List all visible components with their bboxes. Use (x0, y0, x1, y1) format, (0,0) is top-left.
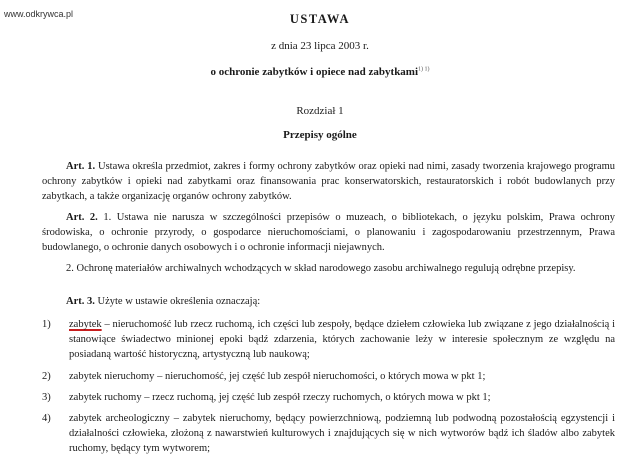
definition-term: zabytek archeologiczny (69, 413, 170, 424)
article-3 (42, 294, 615, 309)
definition-body (69, 411, 615, 456)
act-subject-text: o ochronie zabytków i opiece nad zabytkami (210, 66, 419, 78)
definition-body (69, 317, 615, 362)
definition-number: 1) (42, 319, 51, 330)
definition-item (42, 390, 615, 405)
article-2-text: 1. Ustawa nie narusza w szczególności przepisów o muzeach, o bibliotekach, o języku polskim, Prawa ochrony środowiska, o ochronie przyrody, o gospodarce nieruchomościami, o planowaniu i zagospodarowaniu przestrzennym, Prawa budowlanego, o ochronie danych osobowych i o ochronie informacji niejawnych. (42, 212, 616, 253)
definition-text: – rzecz ruchomą, jej część lub zespół rzeczy ruchomych, o których mowa w pkt 1; (141, 392, 491, 403)
definition-body (69, 369, 615, 384)
article-2-paragraph-2: 2. Ochronę materiałów archiwalnych wchodzących w skład narodowego zasobu archiwalnego regulują odrębne przepisy. (66, 263, 576, 274)
footnote-marker: 1) 1) (418, 66, 430, 73)
definition-term: zabytek nieruchomy (69, 371, 155, 382)
definition-item (42, 411, 615, 456)
definition-item (42, 369, 615, 384)
definition-text: – nieruchomość, jej część lub zespół nieruchomości, o których mowa w pkt 1; (154, 371, 486, 382)
definition-text: – nieruchomość lub rzecz ruchomą, ich części lub zespoły, będące dziełem człowieka lub związane z jego działalnością i stanowiące świadectwo minionej epoki bądź zdarzenia, których zachowanie leży w interesie społecznym ze względu na posiadaną wartość historyczną, artystyczną lub naukową; (69, 319, 615, 360)
definition-number: 4) (42, 413, 51, 424)
act-date: z dnia 23 lipca 2003 r. (271, 40, 369, 52)
article-1 (42, 159, 615, 204)
chapter-title: Przepisy ogólne (283, 129, 357, 141)
chapter-number: Rozdział 1 (296, 105, 344, 117)
article-1-text: Ustawa określa przedmiot, zakres i formy ochrony zabytków oraz opieki nad nimi, zasady tworzenia krajowego programu ochrony zabytków i opieki nad zabytkami oraz finansowania prac konserwatorskich, restauratorskich i robót budowlanych przy zabytkach, a także organizację organów ochrony zabytków. (42, 161, 616, 202)
act-title: USTAWA (289, 12, 351, 26)
definition-number: 3) (42, 392, 51, 403)
article-3-text: Użyte w ustawie określenia oznaczają: (97, 296, 261, 307)
definition-text: – zabytek nieruchomy, będący powierzchniową, podziemną lub podwodną pozostałością egzystencji i działalności człowieka, złożoną z nawarstwień kulturowych i znajdujących się w nich wytworów bądź ich śladów albo zabytek ruchomy, będący tym wytworem; (69, 413, 615, 454)
definition-body (69, 390, 615, 405)
definition-number: 2) (42, 371, 51, 382)
article-2 (42, 210, 615, 255)
definition-term: zabytek ruchomy (69, 392, 142, 403)
definition-term-highlighted: zabytek (69, 319, 102, 330)
article-2-label: Art. 2. (66, 212, 98, 223)
watermark-url: www.odkrywca.pl (4, 9, 74, 19)
act-subject (0, 66, 640, 78)
article-3-label: Art. 3. (66, 296, 95, 307)
article-1-label: Art. 1. (66, 161, 96, 172)
definition-item (42, 317, 615, 362)
